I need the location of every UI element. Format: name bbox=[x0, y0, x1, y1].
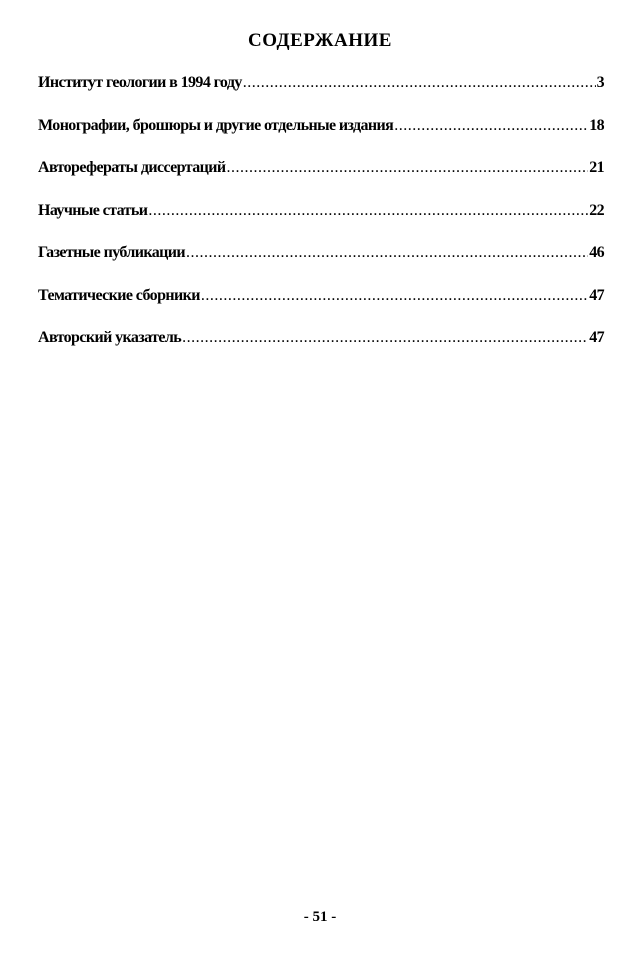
toc-list bbox=[38, 74, 604, 372]
toc-entry-articles bbox=[38, 202, 604, 245]
toc-entry-label: Авторский указатель bbox=[38, 329, 182, 346]
toc-entry-page: 22 bbox=[589, 201, 604, 219]
toc-entry-label: Научные статьи bbox=[38, 201, 148, 219]
toc-entry-page: 18 bbox=[589, 116, 604, 134]
toc-entry-author-index bbox=[38, 329, 604, 372]
toc-entry-label: Монографии, брошюры и другие отдельные издания bbox=[38, 116, 394, 134]
toc-entry-page: 3 bbox=[596, 74, 604, 91]
toc-entry-monographs bbox=[38, 117, 604, 160]
toc-entry-page: 46 bbox=[589, 244, 604, 261]
toc-entry-newspapers bbox=[38, 244, 604, 287]
toc-dot-leader bbox=[186, 244, 588, 262]
toc-dot-leader bbox=[226, 159, 588, 177]
toc-entry-page: 47 bbox=[589, 329, 604, 346]
toc-entry-label: Институт геологии в 1994 году bbox=[38, 74, 242, 91]
toc-entry-collections bbox=[38, 287, 604, 330]
toc-entry-page: 47 bbox=[589, 286, 604, 304]
toc-dot-leader bbox=[148, 202, 588, 220]
toc-dot-leader bbox=[201, 287, 588, 305]
toc-dot-leader bbox=[394, 117, 588, 135]
toc-dot-leader bbox=[182, 329, 588, 347]
toc-entry-label: Газетные публикации bbox=[38, 244, 186, 261]
toc-entry-page: 21 bbox=[589, 159, 604, 176]
toc-entry-label: Авторефераты диссертаций bbox=[38, 159, 226, 176]
toc-entry-label: Тематические сборники bbox=[38, 286, 200, 304]
page-number: - 51 - bbox=[303, 909, 337, 925]
toc-entry-institute bbox=[38, 74, 604, 117]
toc-dot-leader bbox=[243, 74, 596, 92]
toc-title: СОДЕРЖАНИЕ bbox=[248, 30, 392, 51]
toc-entry-abstracts bbox=[38, 159, 604, 202]
